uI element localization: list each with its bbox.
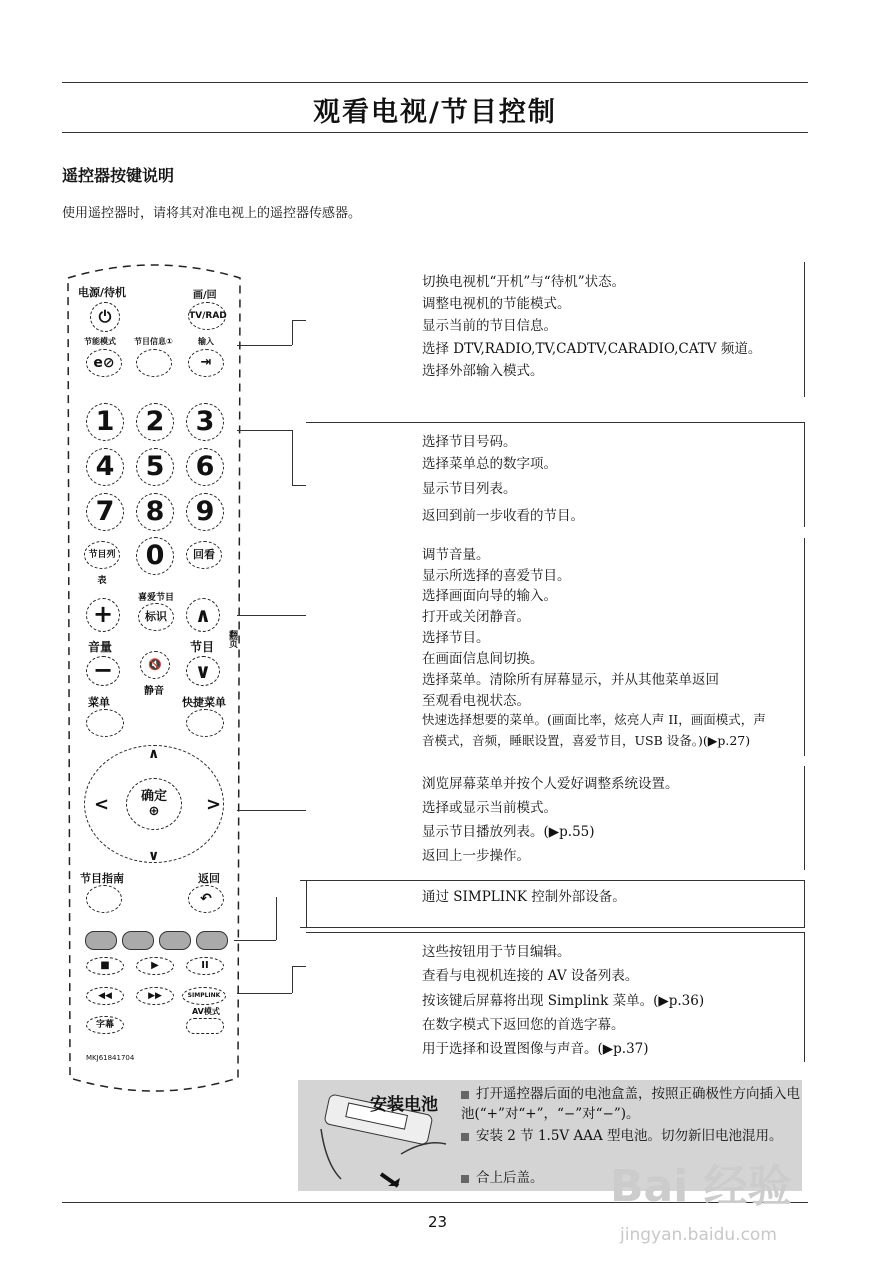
bracket: [804, 422, 805, 527]
intro-text: 使用遥控器时，请将其对准电视上的遥控器传感器。: [62, 206, 362, 221]
desc-val: 返回到前一步收看的节目。: [422, 508, 584, 524]
watermark-url: jingyan.baidu.com: [620, 1225, 777, 1245]
desc-val: 查看与电视机连接的 AV 设备列表。: [422, 968, 639, 984]
menu-button[interactable]: [86, 709, 124, 737]
prog-down-button[interactable]: ∨: [186, 656, 220, 686]
desc-val: 显示节目播放列表。(▶p.55): [422, 824, 595, 840]
battery-step-text: 打开遥控器后面的电池盒盖，按照正确极性方向插入电池(“+”对“+”，“−”对“−”)。: [461, 1086, 800, 1122]
desc-val: 返回上一步操作。: [422, 848, 530, 864]
connector-5: [234, 940, 276, 941]
prog-up-button[interactable]: ∧: [186, 598, 220, 632]
watermark-logo: Bai 经验: [610, 1161, 792, 1212]
desc-val: 通过 SIMPLINK 控制外部设备。: [422, 889, 626, 905]
bracket: [804, 766, 805, 870]
prog-label: 节目: [190, 640, 215, 654]
fav-label: 喜爱节目: [138, 593, 175, 603]
green-button[interactable]: [122, 931, 154, 950]
desc-val: 切换电视机“开机”与“待机”状态。: [422, 274, 626, 290]
vol-up-button[interactable]: +: [86, 598, 120, 632]
battery-step-text: 安装 2 节 1.5V AAA 型电池。切勿新旧电池混用。: [476, 1128, 783, 1144]
desc-val: 快速选择想要的菜单。(画面比率，炫亮人声 II，画面模式，声: [422, 712, 766, 727]
desc-val: 选择画面向导的输入。: [422, 588, 557, 604]
stop-button[interactable]: ■: [86, 957, 124, 975]
quick-menu-button[interactable]: [186, 709, 224, 737]
mute-label: 静音: [144, 686, 164, 697]
connector-2: [237, 430, 292, 431]
power-label: 电源/待机: [78, 286, 127, 299]
desc-val: 选择节目。: [422, 630, 490, 646]
avmode-button[interactable]: [186, 1018, 224, 1034]
group-simplink: [300, 880, 810, 928]
back-label: 返回: [198, 872, 220, 885]
group-power: [300, 262, 810, 397]
desc-val: 选择菜单。清除所有屏幕显示，并从其他菜单返回: [422, 672, 719, 688]
desc-val: 选择 DTV,RADIO,TV,CADTV,CARADIO,CATV 频道。: [422, 341, 762, 357]
bracket: [804, 880, 805, 928]
mark-button[interactable]: 标识: [138, 603, 174, 631]
tvrad-button[interactable]: TV/RAD: [188, 302, 226, 330]
bullet-icon: [461, 1175, 469, 1183]
play-button[interactable]: ▶: [136, 957, 174, 975]
rewind-button[interactable]: ◀◀: [86, 987, 124, 1005]
red-button[interactable]: [85, 931, 117, 950]
tvrad-top-label: 画/回: [193, 290, 217, 301]
bullet-icon: [461, 1133, 469, 1141]
vol-down-button[interactable]: −: [86, 656, 120, 686]
ok-button[interactable]: [126, 778, 182, 830]
mute-button[interactable]: 🔇: [140, 651, 170, 679]
desc-val: 至观看电视状态。: [422, 693, 530, 709]
title-rule: [62, 132, 808, 133]
digit-1-button[interactable]: 1: [86, 403, 124, 441]
bracket: [804, 262, 805, 397]
bracket: [804, 932, 805, 1062]
simplink-button[interactable]: SIMPLINK: [182, 987, 226, 1005]
nav-right-button[interactable]: >: [206, 794, 222, 815]
desc-val: 选择外部输入模式。: [422, 363, 544, 379]
desc-val: 选择节目号码。: [422, 434, 517, 450]
subtitle-button[interactable]: 字幕: [86, 1016, 124, 1034]
battery-step-1: [461, 1084, 801, 1124]
bracket-top: [306, 422, 804, 423]
list-button[interactable]: 节目列表: [84, 541, 120, 569]
input-label: 输入: [198, 337, 214, 346]
back-button[interactable]: ↶: [188, 885, 224, 913]
nav-up-button[interactable]: ∧: [148, 746, 160, 762]
ok-icon: ⊕: [148, 804, 160, 819]
bracket-top: [306, 932, 804, 933]
desc-val: 显示节目列表。: [422, 481, 517, 497]
model-number: MKJ61841704: [86, 1054, 135, 1062]
connector-1-v: [292, 320, 293, 345]
desc-val: 按该键后屏幕将出现 Simplink 菜单。(▶p.36): [422, 993, 705, 1009]
power-button[interactable]: ⏻: [90, 302, 120, 332]
page-label: 翻页: [227, 630, 237, 648]
desc-val: 显示所选择的喜爱节目。: [422, 568, 571, 584]
energy-button[interactable]: e⊘: [86, 349, 122, 377]
page-title: 观看电视/节目控制: [313, 97, 557, 128]
desc-val: 选择菜单总的数字项。: [422, 456, 557, 472]
desc-val: 音模式，音频，睡眠设置，喜爱节目，USB 设备。)(▶p.27): [422, 733, 751, 748]
nav-down-button[interactable]: ∨: [148, 848, 160, 864]
connector-5-v: [276, 897, 277, 940]
info-button[interactable]: [136, 349, 172, 377]
desc-val: 用于选择和设置图像与声音。(▶p.37): [422, 1041, 649, 1057]
desc-val: 浏览屏幕菜单并按个人爱好调整系统设置。: [422, 776, 679, 792]
group-navigation: [300, 766, 810, 870]
guide-button[interactable]: [86, 885, 122, 913]
group-numbers: [300, 422, 810, 527]
remote-control: [60, 258, 248, 1098]
avmode-label: AV模式: [192, 1007, 220, 1016]
pause-button[interactable]: II: [186, 957, 224, 975]
energy-label: 节能模式: [84, 337, 116, 346]
bracket-bottom: [300, 927, 804, 928]
digit-3-button[interactable]: 3: [186, 403, 224, 441]
desc-val: 这些按钮用于节目编辑。: [422, 944, 571, 960]
ok-label: 确定: [140, 789, 167, 804]
recall-button[interactable]: 回看: [186, 541, 222, 569]
yellow-button[interactable]: [159, 931, 191, 950]
digit-2-button[interactable]: 2: [136, 403, 174, 441]
nav-left-button[interactable]: <: [94, 794, 110, 815]
digit-0-button[interactable]: 0: [136, 537, 174, 575]
group-volume: [300, 538, 810, 756]
blue-button[interactable]: [196, 931, 228, 950]
digit-5-button[interactable]: 5: [136, 448, 174, 486]
desc-val: 调整电视机的节能模式。: [422, 296, 571, 312]
input-button[interactable]: ⇥: [188, 349, 224, 377]
digit-6-button[interactable]: 6: [186, 448, 224, 486]
bracket-left: [306, 880, 307, 928]
desc-val: 在画面信息间切换。: [422, 651, 544, 667]
bracket-top: [300, 880, 804, 881]
desc-val: 显示当前的节目信息。: [422, 318, 557, 334]
desc-val: 打开或关闭静音。: [422, 609, 530, 625]
desc-val: 选择或显示当前模式。: [422, 800, 557, 816]
menu-label: 菜单: [88, 696, 110, 709]
vol-label: 音量: [88, 640, 113, 654]
digit-7-button[interactable]: 7: [86, 493, 124, 531]
connector-3: [237, 615, 306, 616]
top-rule: [62, 82, 808, 83]
connector-1: [237, 345, 292, 346]
battery-step-2: [461, 1126, 801, 1146]
bullet-icon: [461, 1091, 469, 1099]
quick-label: 快捷菜单: [182, 696, 226, 709]
group-color: [300, 932, 810, 1062]
connector-4: [237, 810, 306, 811]
desc-val: 调节音量。: [422, 547, 490, 563]
info-label: 节目信息①: [134, 337, 173, 346]
connector-2-v: [292, 430, 293, 485]
ff-button[interactable]: ▶▶: [136, 987, 174, 1005]
section-title: 遥控器按键说明: [62, 166, 175, 185]
bracket: [804, 538, 805, 756]
battery-step-text: 合上后盖。: [476, 1170, 544, 1186]
connector-6: [237, 993, 292, 994]
digit-4-button[interactable]: 4: [86, 448, 124, 486]
connector-6-v: [292, 966, 293, 993]
digit-9-button[interactable]: 9: [186, 493, 224, 531]
battery-title: 安装电池: [370, 1095, 438, 1115]
digit-8-button[interactable]: 8: [136, 493, 174, 531]
page-number: 23: [427, 1213, 448, 1231]
guide-label: 节目指南: [80, 872, 124, 885]
desc-val: 在数字模式下返回您的首选字幕。: [422, 1017, 625, 1033]
